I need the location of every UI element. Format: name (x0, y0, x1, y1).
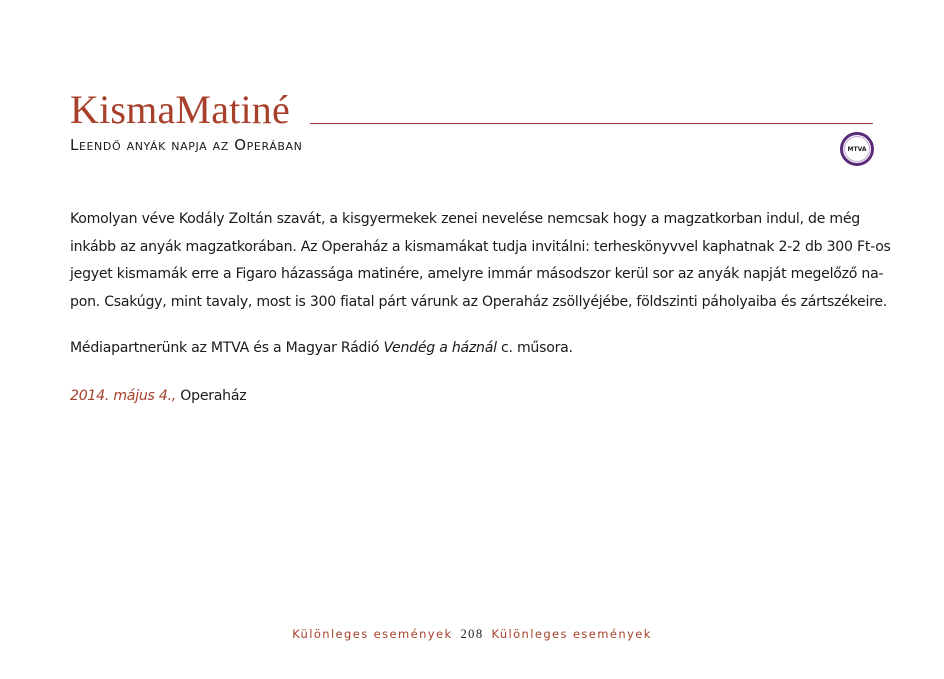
footer-section-right: Különleges események (491, 627, 652, 641)
page-number: 208 (460, 627, 484, 641)
mtva-logo (840, 132, 874, 166)
event-venue: Operaház (176, 388, 247, 404)
media-prefix: Médiapartnerünk az MTVA és a Magyar Rádió (70, 340, 384, 356)
media-partner-line (70, 335, 573, 363)
body-line: pon. Csakúgy, mint tavaly, most is 300 fiatal párt várunk az Operaház zsöllyéjébe, földszinti páholyaiba és zártszékeire. (70, 293, 888, 310)
event-date: 2014. május 4., (70, 388, 177, 404)
media-suffix: c. műsora. (496, 340, 573, 356)
body-paragraph (70, 206, 891, 316)
page-footer (0, 627, 944, 642)
footer-section-left: Különleges események (292, 627, 453, 641)
event-date-line (70, 383, 246, 411)
page-title: KismaMatiné (70, 87, 290, 132)
body-line: inkább az anyák magzatkorában. Az Operaház a kismamákat tudja invitálni: terheskönyvvel kaphatnak 2-2 db 300 Ft-os (70, 238, 891, 255)
media-show-title: Vendég a háznál (383, 340, 497, 356)
page-subtitle: Leendő anyák napja az Operában (70, 136, 303, 154)
title-rule (310, 123, 873, 124)
body-line: Komolyan véve Kodály Zoltán szavát, a kisgyermekek zenei nevelése nemcsak hogy a magzatkorban indul, de még (70, 211, 860, 227)
mtva-logo-text: MTVA (844, 136, 870, 162)
body-line: jegyet kismamák erre a Figaro házassága matinére, amelyre immár másodszor kerül sor az anyák napját megelőző na- (70, 266, 884, 283)
